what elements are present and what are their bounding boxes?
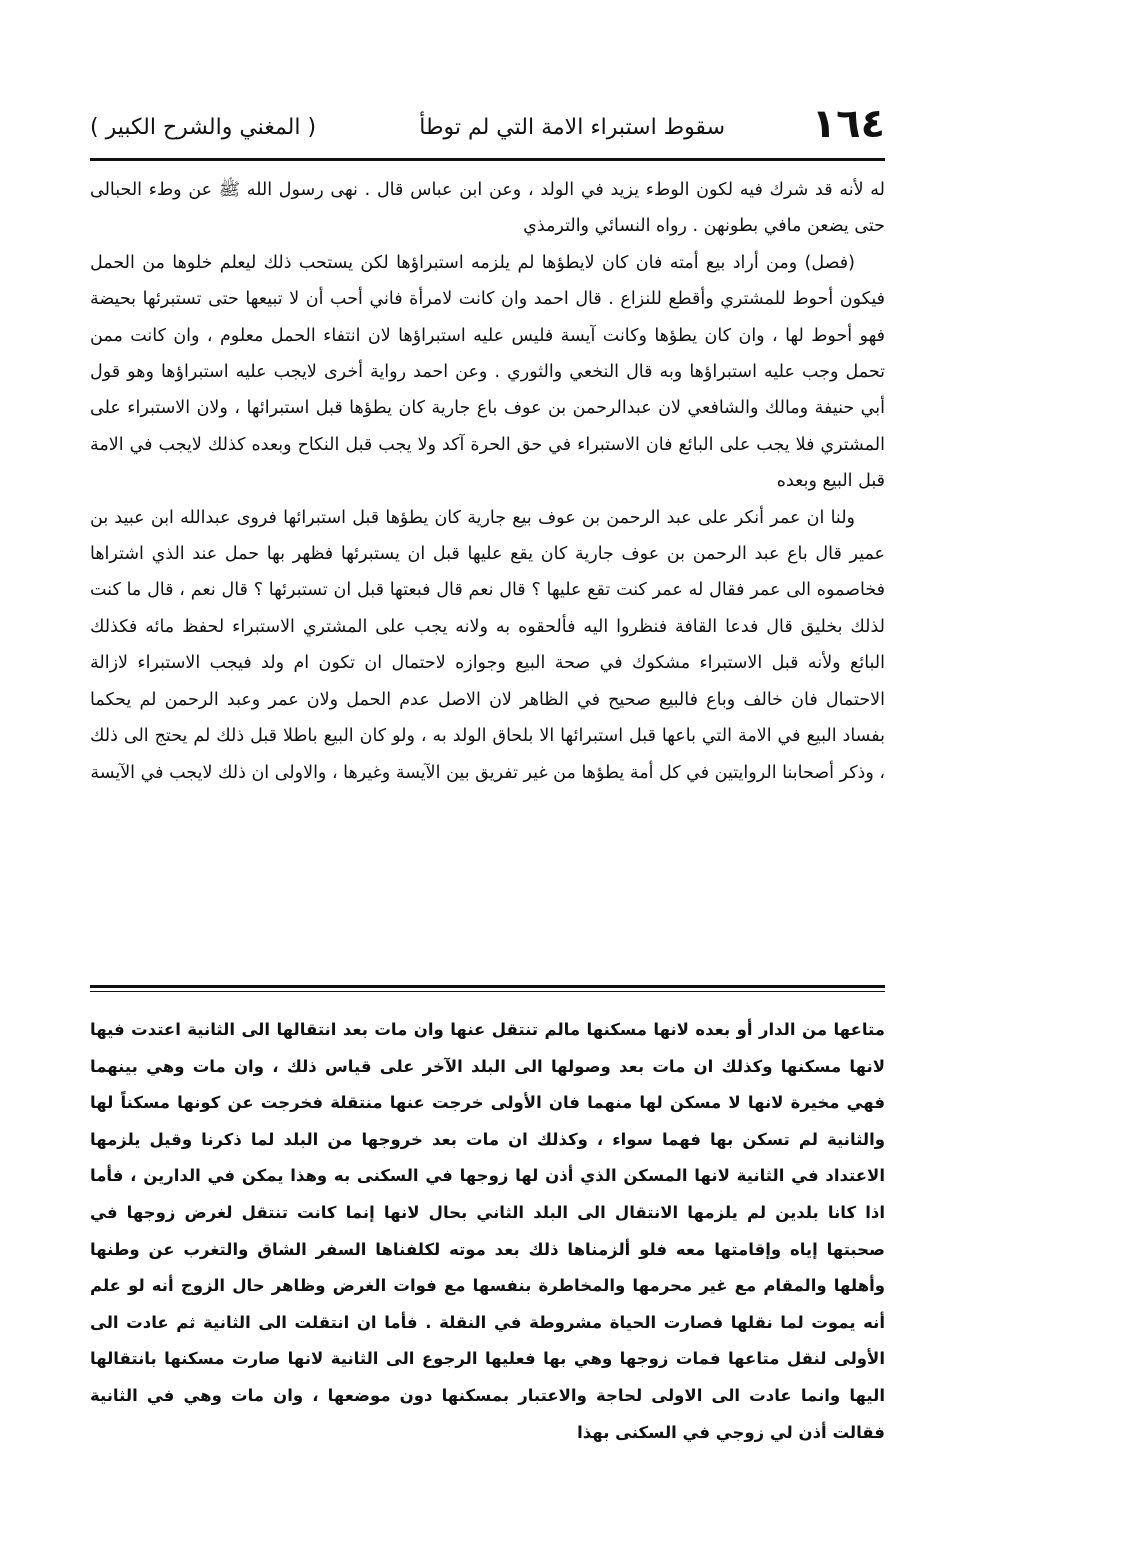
page-number: ١٦٤ bbox=[811, 101, 885, 147]
commentary-text bbox=[90, 1012, 885, 1451]
commentary-paragraph: متاعها من الدار أو بعده لانها مسكنها مالم تنتقل عنها وان مات بعد انتقالها الى الثانية اعتدت فيها لانها مسكنها وكذلك ان مات بعد وصولها الى البلد الآخر على قياس ذلك ، وان مات وهي بينهما فهي مخيرة لانها لا مسكن لها منهما فان الأولى خرجت عنها منتقلة فخرجت عن كونها مسكناً لها والثانية لم تسكن بها فهما سواء ، وكذلك ان مات بعد خروجها من البلد لما ذكرنا وقيل يلزمها الاعتداد في الثانية لانها المسكن الذي أذن لها زوجها في السكنى به وهذا يمكن في الدارين ، فأما اذا كانا بلدين لم يلزمها الانتقال الى البلد الثاني بحال لانها إنما كانت تنتقل لغرض زوجها في صحبتها إياه وإقامتها معه فلو ألزمناها ذلك بعد موته لكلفناها السفر الشاق والتغرب عن وطنها وأهلها والمقام مع غير محرمها والمخاطرة بنفسها مع فوات الغرض وظاهر حال الزوج أنه لو علم أنه يموت لما نقلها فصارت الحياة مشروطة في النقلة . فأما ان انتقلت الى الثانية ثم عادت الى الأولى لنقل متاعها فمات زوجها وهي بها فعليها الرجوع الى الثانية لانها صارت مسكنها بانتقالها اليها وانما عادت الى الاولى لحاجة والاعتبار بمسكنها دون موضعها ، وان مات وهي في الثانية فقالت أذن لي زوجي في السكنى بهذا bbox=[90, 1020, 885, 1442]
main-text bbox=[90, 172, 885, 791]
divider-thin-rule bbox=[90, 991, 885, 992]
section-divider bbox=[90, 985, 885, 994]
main-paragraph: له لأنه قد شرك فيه لكون الوطء يزيد في الولد ، وعن ابن عباس قال . نهى رسول الله ﷺ عن وطء الحبالى حتى يضعن مافي بطونهن . رواه النسائي والترمذي bbox=[90, 180, 885, 237]
book-page bbox=[90, 100, 885, 1480]
main-paragraph: ولنا ان عمر أنكر على عبد الرحمن بن عوف بيع جارية كان يطؤها قبل استبرائها فروى عبدالله ابن عبيد بن عمير قال باع عبد الرحمن بن عوف جارية كان يقع عليها قبل ان يستبرئها فظهر بها حمل عند الذي اشتراها فخاصموه الى عمر فقال له عمر كنت تقع عليها ؟ قال نعم قال فبعتها قبل ان تستبرئها ؟ قال نعم ، قال ما كنت لذلك بخليق قال فدعا القافة فنظروا اليه فألحقوه به ولانه يجب على المشتري الاستبراء لحفظ مائه فكذلك البائع ولأنه قبل الاستبراء مشكوك في صحة البيع وجوازه لاحتمال ان تكون ام ولد فيجب الاستبراء لازالة الاحتمال فان خالف وباع فالبيع صحيح في الظاهر لان الاصل عدم الحمل ولان عمر وعبد الرحمن لم يحكما بفساد البيع في الامة التي باعها قبل استبرائها الا بلحاق الولد به ، ولو كان البيع باطلا قبل ذلك لم يحتج الى ذلك ، وذكر أصحابنا الروايتين في كل أمة يطؤها من غير تفريق بين الآيسة وغيرها ، والاولى ان ذلك لايجب في الآيسة bbox=[90, 507, 885, 783]
header-rule bbox=[90, 158, 885, 161]
page-header bbox=[90, 100, 885, 156]
divider-thick-rule bbox=[90, 985, 885, 988]
running-title: سقوط استبراء الامة التي لم توطأ bbox=[419, 115, 725, 140]
main-paragraph: (فصل) ومن أراد بيع أمته فان كان لايطؤها لم يلزمه استبراؤها لكن يستحب ذلك ليعلم خلوها من الحمل فيكون أحوط للمشتري وأقطع للنزاع . قال احمد وان كانت لامرأة فاني أحب أن لا تبيعها حتى تستبرئها بحيضة فهو أحوط لها ، وان كان يطؤها وكانت آيسة فليس عليه استبراؤها لان انتفاء الحمل معلوم ، وان كانت ممن تحمل وجب عليه استبراؤها وبه قال النخعي والثوري . وعن احمد رواية أخرى لايجب عليه استبراؤها وهو قول أبي حنيفة ومالك والشافعي لان عبدالرحمن بن عوف باع جارية كان يطؤها قبل استبرائها ، ولان الاستبراء على المشتري فلا يجب على البائع فان الاستبراء في حق الحرة آكد ولا يجب قبل النكاح وبعده كذلك لايجب في الامة قبل البيع وبعده bbox=[90, 252, 885, 492]
book-title: ( المغني والشرح الكبير ) bbox=[90, 115, 317, 140]
